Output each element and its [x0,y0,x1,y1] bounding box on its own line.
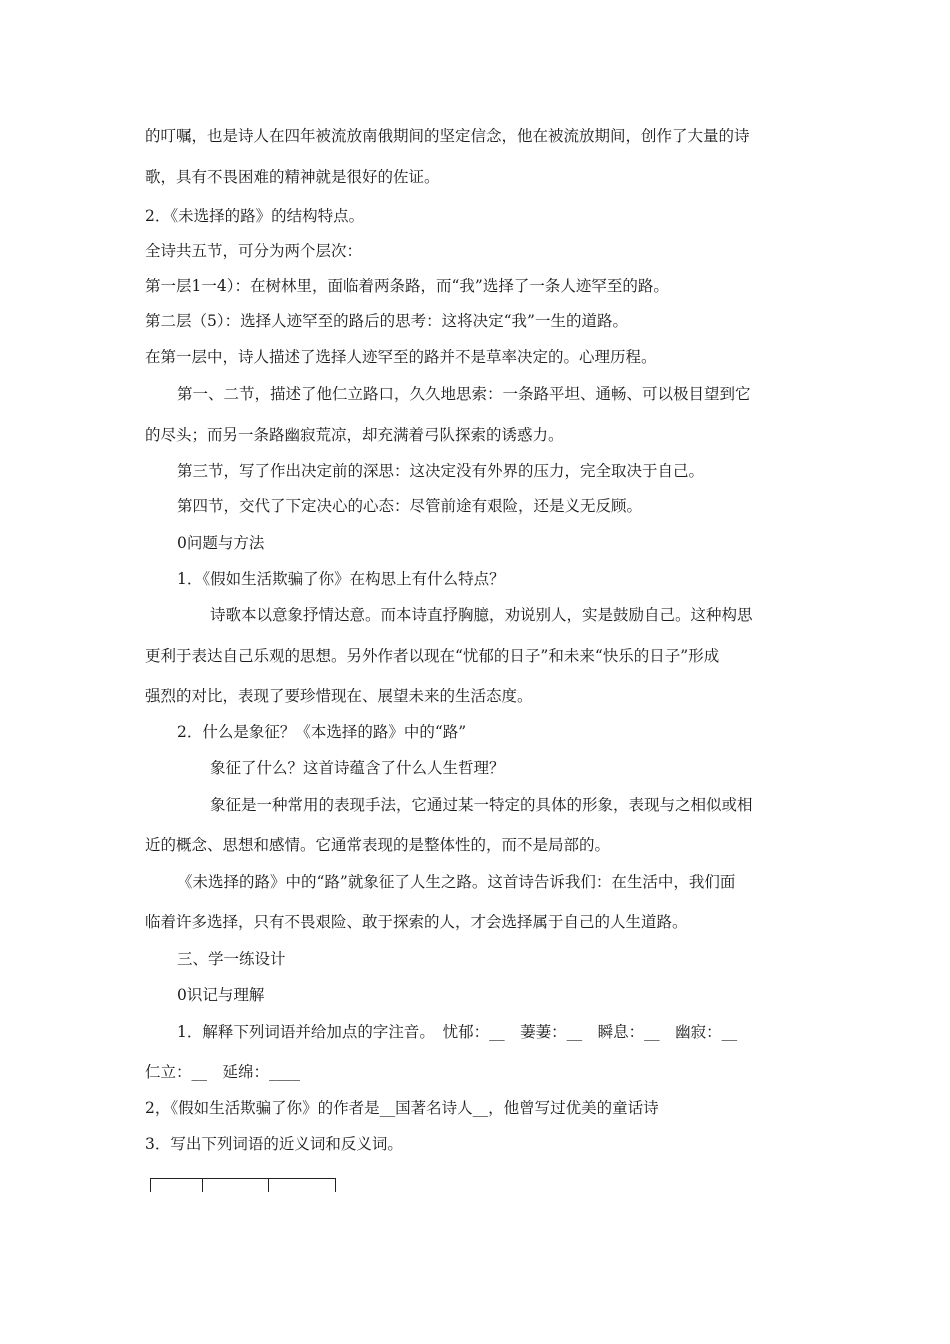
table-divider [150,1178,151,1192]
paragraph-line: 更利于表达自己乐观的思想。另外作者以现在“忧郁的日子”和未来“快乐的日子”形成 [145,647,720,665]
exercise-line: 3．写出下列词语的近义词和反义词。 [145,1135,403,1153]
section-heading: 0识记与理解 [177,986,265,1004]
paragraph-line: 第一层1一4）：在树林里，面临着两条路，而“我”选择了一条人迹罕至的路。 [145,277,669,295]
paragraph-line: 歌，具有不畏困难的精神就是很好的佐证。 [145,168,440,186]
table-divider [202,1178,203,1192]
paragraph-line: 第三节，写了作出决定前的深思：这决定没有外界的压力，完全取决于自己。 [177,462,705,480]
paragraph-line: 第二层（5）：选择人迹罕至的路后的思考：这将决定“我”一生的道路。 [145,312,628,330]
question-line: 2．什么是象征？《本选择的路》中的“路” [177,723,467,741]
exercise-line: 1．解释下列词语并给加点的字注音。 忧郁：__ 萋萋：__ 瞬息：__ 幽寂：__ [177,1023,738,1041]
table-top-border [150,1178,336,1179]
answer-table-header [150,1178,338,1194]
table-divider [335,1178,336,1192]
paragraph-line: 诗歌本以意象抒情达意。而本诗直抒胸臆，劝说别人，实是鼓励自己。这种构思 [210,606,753,624]
section-heading: 0问题与方法 [177,534,265,552]
paragraph-line: 的尽头；而另一条路幽寂荒凉，却充满着弓队探索的诱惑力。 [145,426,564,444]
paragraph-line: 第一、二节，描述了他仁立路口，久久地思索：一条路平坦、通畅、可以极目望到它 [177,385,751,403]
paragraph-line: 在第一层中，诗人描述了选择人迹罕至的路并不是草率决定的。心理历程。 [145,348,657,366]
exercise-line: 仁立：__ 延绵：____ [145,1063,301,1081]
paragraph-line: 临着许多选择，只有不畏艰险、敢于探索的人，才会选择属于自己的人生道路。 [145,913,688,931]
question-line: 象征了什么？这首诗蕴含了什么人生哲理？ [210,759,505,777]
paragraph-line: 全诗共五节，可分为两个层次： [145,242,363,260]
table-divider [268,1178,269,1192]
paragraph-line: 象征是一种常用的表现手法，它通过某一特定的具体的形象，表现与之相似或相 [210,796,753,814]
paragraph-line: 的叮嘱，也是诗人在四年被流放南俄期间的坚定信念，他在被流放期间，创作了大量的诗 [145,127,750,145]
question-line: 1．《假如生活欺骗了你》在构思上有什么特点？ [177,570,505,588]
paragraph-line: 第四节，交代了下定决心的心态：尽管前途有艰险，还是义无反顾。 [177,497,643,515]
paragraph-line: 《未选择的路》中的“路”就象征了人生之路。这首诗告诉我们：在生活中，我们面 [177,873,736,891]
paragraph-line: 近的概念、思想和感情。它通常表现的是整体性的，而不是局部的。 [145,836,611,854]
exercise-line: 2，《假如生活欺骗了你》的作者是__国著名诗人__，他曾写过优美的童话诗 [145,1099,659,1117]
section-heading: 2．《未选择的路》的结构特点。 [145,207,365,225]
paragraph-line: 强烈的对比，表现了要珍惜现在、展望未来的生活态度。 [145,687,533,705]
section-heading: 三、学一练设计 [177,950,286,968]
